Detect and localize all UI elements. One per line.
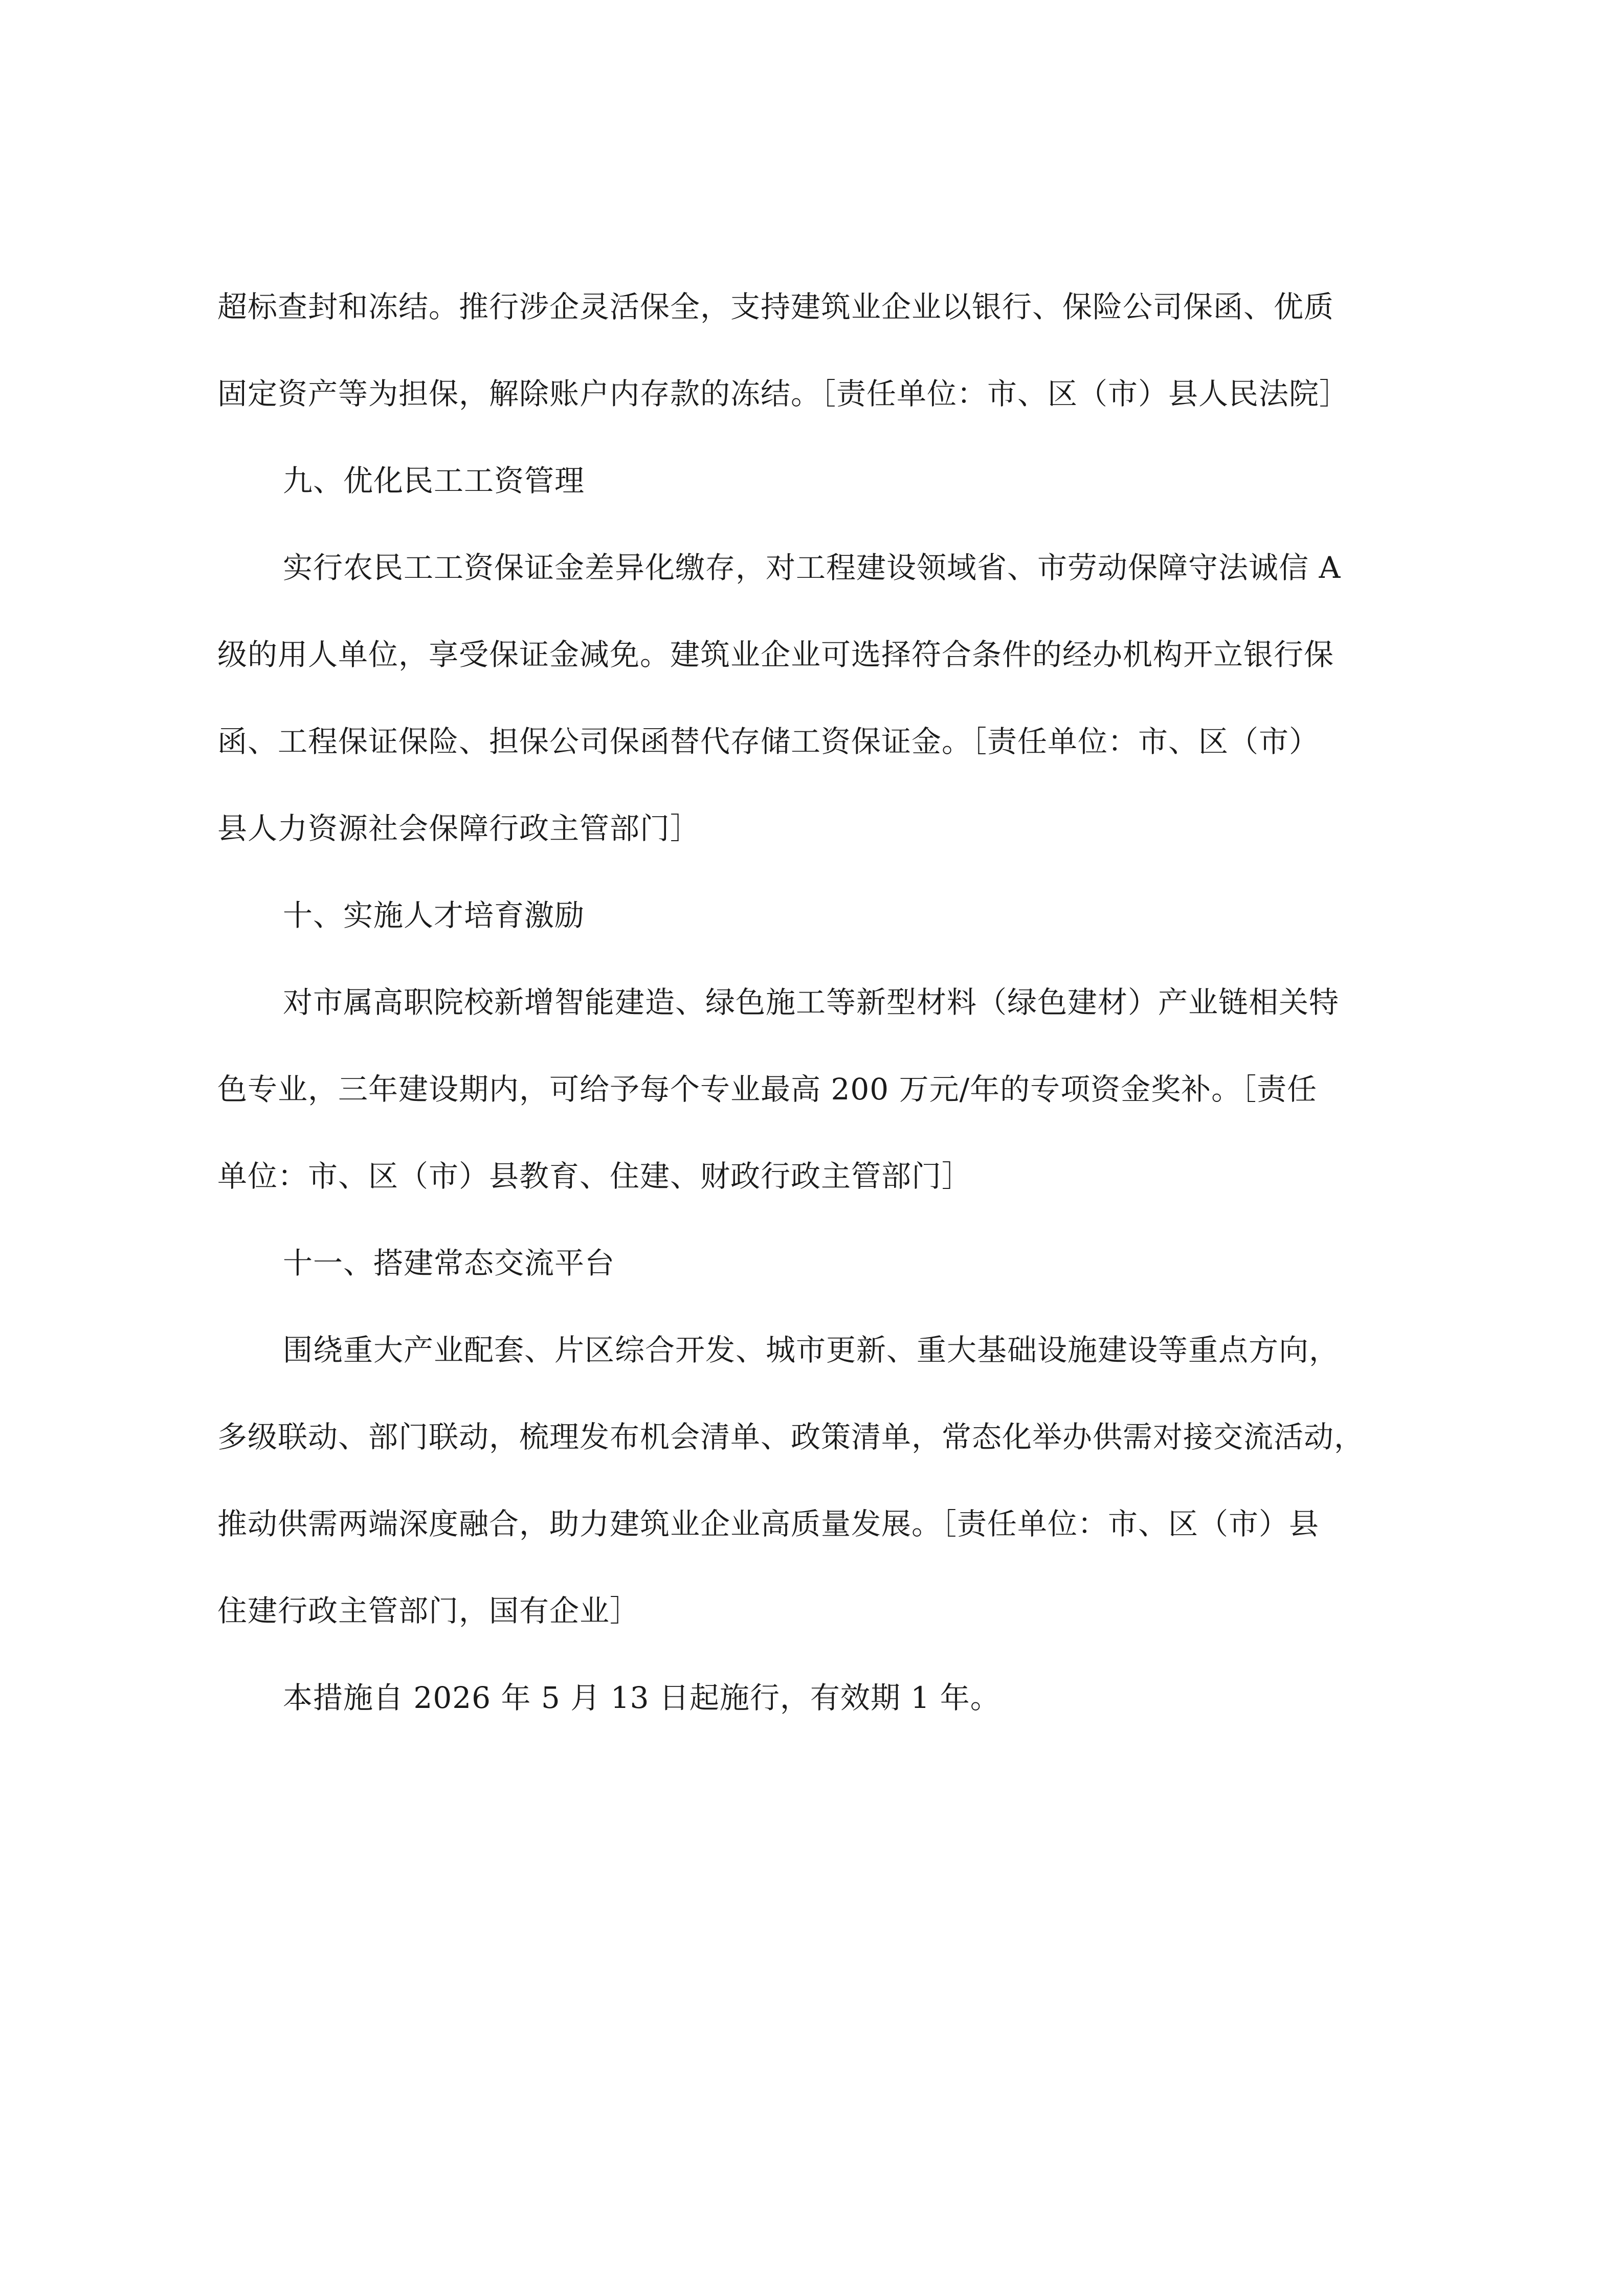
paragraph-line: 多级联动、部门联动，梳理发布机会清单、政策清单，常态化举办供需对接交流活动， [217,1420,1365,1454]
paragraph-line-first: 实行农民工工资保证金差异化缴存，对工程建设领域省、市劳动保障守法诚信 A [283,550,1341,585]
section-heading-9: 九、优化民工工资管理 [283,463,585,498]
paragraph-line-first: 对市属高职院校新增智能建造、绿色施工等新型材料（绿色建材）产业链相关特 [283,985,1340,1020]
paragraph-line-first: 围绕重大产业配套、片区综合开发、城市更新、重大基础设施建设等重点方向， [283,1333,1340,1367]
paragraph-line: 色专业，三年建设期内，可给予每个专业最高 200 万元/年的专项资金奖补。［责任 [217,1072,1318,1107]
paragraph-line: 级的用人单位，享受保证金减免。建筑业企业可选择符合条件的经办机构开立银行保 [217,637,1334,672]
document-page [217,286,1430,1764]
paragraph-line: 函、工程保证保险、担保公司保函替代存储工资保证金。［责任单位：市、区（市） [217,724,1320,759]
paragraph-line-continuation: 固定资产等为担保，解除账户内存款的冻结。［责任单位：市、区（市）县人民法院］ [217,376,1350,411]
section-heading-10: 十、实施人才培育激励 [283,898,585,933]
paragraph-line-continuation: 超标查封和冻结。推行涉企灵活保全，支持建筑业企业以银行、保险公司保函、优质 [217,289,1334,324]
paragraph-line: 推动供需两端深度融合，助力建筑业企业高质量发展。［责任单位：市、区（市）县 [217,1506,1320,1541]
effective-date-line: 本措施自 2026 年 5 月 13 日起施行，有效期 1 年。 [283,1680,1000,1715]
paragraph-line: 单位：市、区（市）县教育、住建、财政行政主管部门］ [217,1159,972,1194]
paragraph-line: 县人力资源社会保障行政主管部门］ [217,811,701,846]
section-heading-11: 十一、搭建常态交流平台 [283,1246,615,1280]
paragraph-line: 住建行政主管部门，国有企业］ [217,1593,640,1628]
